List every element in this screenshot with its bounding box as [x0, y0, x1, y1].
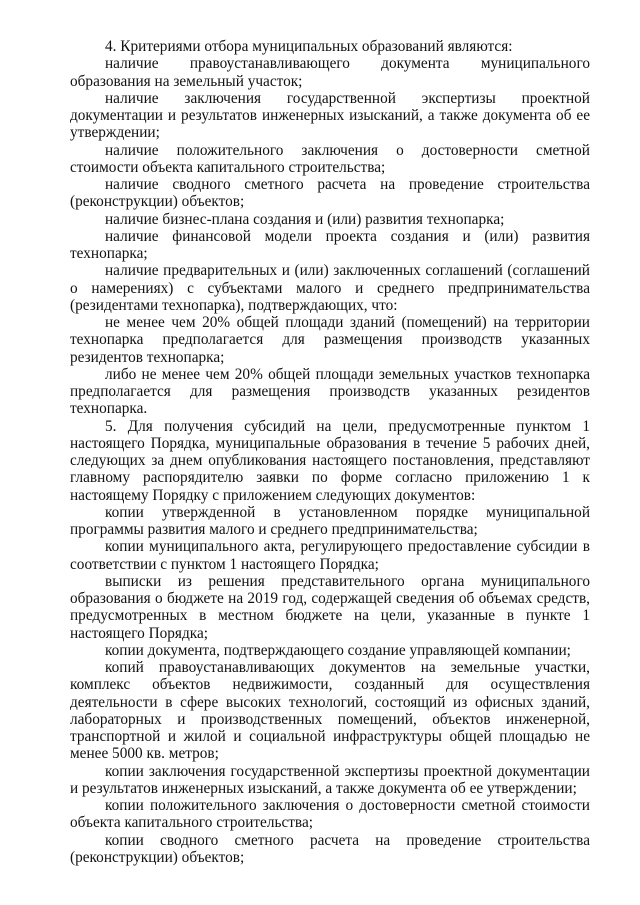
paragraph-criterion-agreements: наличие предварительных и (или) заключенных соглашений (соглашений о намерениях) с субъектами малого и среднего предпринимательства (резидентами технопарка), подтверждающих, что:: [70, 262, 590, 314]
paragraph-criterion-cost-estimate: наличие сводного сметного расчета на проведение строительства (реконструкции) объектов;: [70, 176, 590, 211]
paragraph-doc-budget-extract: выписки из решения представительного органа муниципального образования о бюджете на 2019 год, содержащей сведения об объемах средств, предусмотренных в местном бюджете на цели, указанные в пункте 1 настоящего Порядка;: [70, 572, 590, 642]
paragraph-criterion-land-title: наличие правоустанавливающего документа муниципального образования на земельный участок;: [70, 55, 590, 90]
paragraph-criterion-business-plan: наличие бизнес-плана создания и (или) развития технопарка;: [105, 210, 505, 228]
paragraph-subsidy-application: 5. Для получения субсидий на цели, предусмотренные пунктом 1 настоящего Порядка, муниципальные образования в течение 5 рабочих дней, следующих за днем опубликования настоящего постановления, представляют главному распорядителю заявки по форме согласно приложению 1 к настоящему Порядку с приложением следующих документов:: [70, 417, 590, 504]
paragraph-doc-municipal-program: копии утвержденной в установленном порядке муниципальной программы развития малого и среднего предпринимательства;: [70, 503, 590, 538]
paragraph-criterion-cost-reliability: наличие положительного заключения о достоверности сметной стоимости объекта капитального строительства;: [70, 141, 590, 176]
paragraph-criterion-land-area: либо не менее чем 20% общей площади земельных участков технопарка предполагается для размещения производств указанных резидентов технопарка.: [70, 365, 590, 418]
paragraph-criteria-heading: 4. Критериями отбора муниципальных образований являются:: [105, 38, 513, 55]
paragraph-doc-management-company: копии документа, подтверждающего создание управляющей компании;: [105, 641, 571, 659]
paragraph-doc-municipal-act: копии муниципального акта, регулирующего предоставление субсидии в соответствии с пунктом 1 настоящего Порядка;: [70, 538, 590, 573]
paragraph-criterion-financial-model: наличие финансовой модели проекта создания и (или) развития технопарка;: [70, 227, 590, 262]
paragraph-criterion-state-expertise: наличие заключения государственной экспертизы проектной документации и результатов инженерных изысканий, а также документа об ее утверждении;: [70, 89, 590, 142]
paragraph-doc-expertise-copies: копии заключения государственной экспертизы проектной документации и результатов инженерных изысканий, а также документа об ее утверждении;: [70, 762, 590, 797]
paragraph-doc-land-title-copies: копий правоустанавливающих документов на земельные участки, комплекс объектов недвижимости, созданный для осуществления деятельности в сфере высоких технологий, состоящий из офисных зданий, лабораторных и производственных помещений, объектов инженерной, транспортной и жилой и социальной инфраструктуры общей площадью не менее 5000 кв. метров;: [70, 659, 590, 763]
paragraph-criterion-building-area: не менее чем 20% общей площади зданий (помещений) на территории технопарка предполагается для размещения производств указанных резидентов технопарка;: [70, 314, 590, 366]
paragraph-doc-cost-reliability-copies: копии положительного заключения о достоверности сметной стоимости объекта капитального строительства;: [70, 797, 590, 832]
document-body: [70, 38, 590, 866]
paragraph-doc-cost-estimate-copies: копии сводного сметного расчета на проведение строительства (реконструкции) объектов;: [70, 831, 590, 866]
